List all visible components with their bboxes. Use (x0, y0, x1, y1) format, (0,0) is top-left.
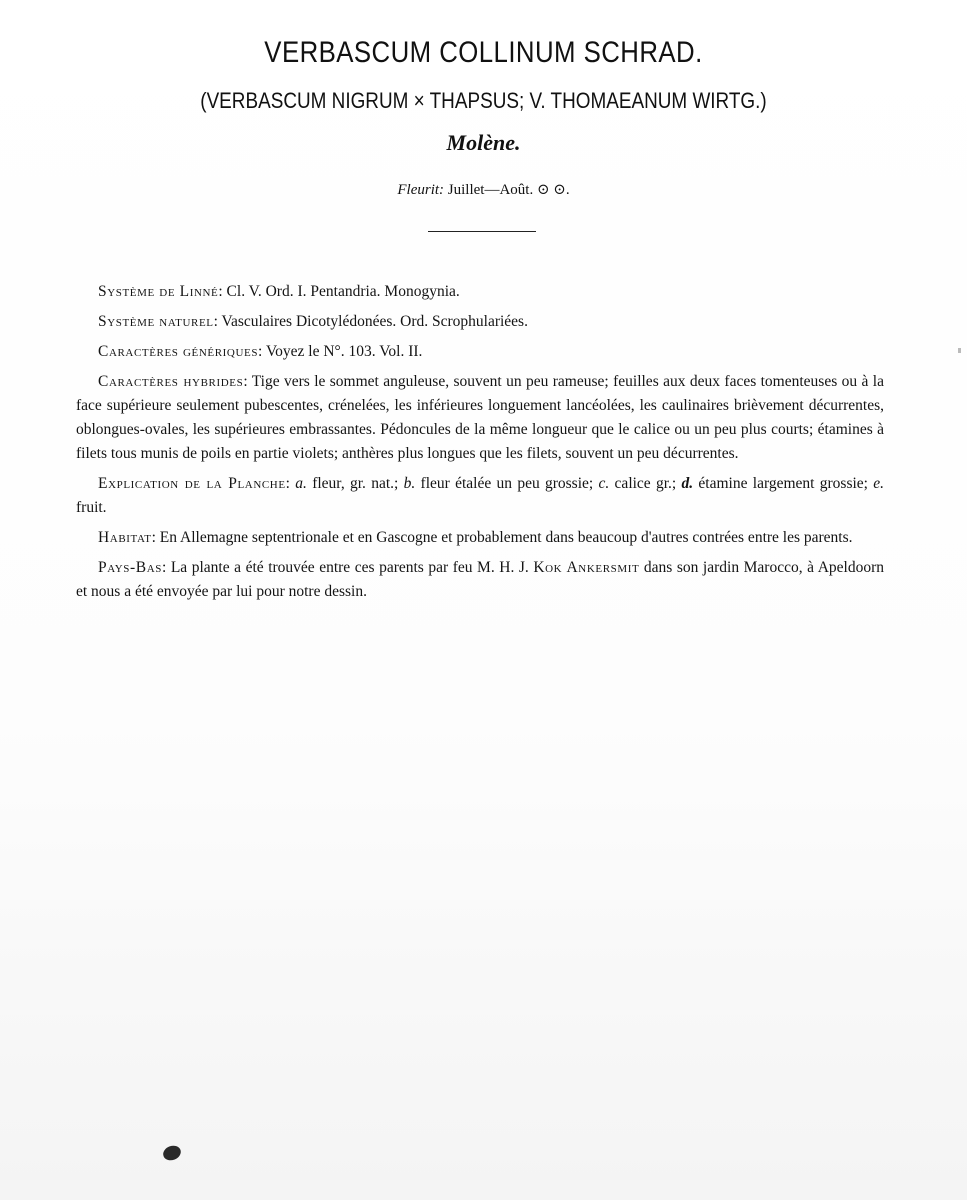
section-text: : La plante a été trouvée entre ces parents par feu M. H. J. (161, 559, 534, 576)
section-planche (76, 472, 884, 520)
figure-letter-b: b. (403, 475, 416, 492)
section-text: dans son jardin Marocco, à Apeldoorn et nous a été envoyée par lui pour notre dessin. (76, 559, 884, 600)
section-label: Système naturel (98, 313, 214, 330)
section-label: Caractères génériques (98, 343, 259, 360)
ink-speck (161, 1143, 183, 1162)
divider-rule (428, 231, 536, 232)
flowering-value: Juillet—Août. ⊙ ⊙. (447, 182, 570, 198)
section-text: : Vasculaires Dicotylédonées. Ord. Scrophulariées. (213, 313, 528, 330)
person-name: Kok Ankersmit (533, 559, 640, 576)
figure-text-d: étamine largement grossie; (693, 475, 874, 492)
figure-letter-e: e. (873, 475, 885, 492)
flowering-line (0, 180, 967, 199)
section-generiques (76, 340, 884, 364)
section-text: : (285, 475, 296, 492)
section-naturel (76, 310, 884, 334)
section-label: Système de Linné (98, 283, 219, 300)
figure-letter-c: c. (598, 475, 610, 492)
section-label: Pays-Bas (98, 559, 162, 576)
figure-text-e: fruit. (76, 499, 107, 516)
section-label: Habitat (98, 529, 152, 546)
section-paysbas (76, 556, 884, 604)
section-text: : Voyez le N°. 103. Vol. II. (258, 343, 423, 360)
section-text: : Cl. V. Ord. I. Pentandria. Monogynia. (218, 283, 460, 300)
species-title: VERBASCUM COLLINUM SCHRAD. (264, 36, 703, 69)
section-label: Explication de la Planche (98, 475, 286, 492)
species-synonyms: (VERBASCUM NIGRUM × THAPSUS; V. THOMAEANUM WIRTG.) (200, 88, 767, 113)
section-text: : En Allemagne septentrionale et en Gascogne et probablement dans beaucoup d'autres contrées entre les parents. (151, 529, 853, 546)
section-text: : Tige vers le sommet anguleuse, souvent un peu rameuse; feuilles aux deux faces tomenteuses ou à la face supérieure seulement pubescentes, crénelées, les inférieures longuement lancéolées, les caulinaires brièvement décurrentes, oblongues-ovales, les supérieures embrassantes. Pédoncules de la même longueur que le calice ou un peu plus courts; étamines à filets tous munis de poils en partie violets; anthères plus longues que les filets, souvent un peu décurrentes. (76, 373, 884, 462)
section-habitat (76, 526, 884, 550)
figure-text-c: calice gr.; (609, 475, 682, 492)
description-body (76, 280, 884, 610)
section-label: Caractères hybrides (98, 373, 244, 390)
figure-text-a: fleur, gr. nat.; (306, 475, 404, 492)
paper-mark (958, 348, 961, 353)
common-name: Molène. (446, 130, 521, 155)
flowering-label: Fleurit: (397, 182, 445, 198)
figure-letter-d: d. (681, 475, 694, 492)
section-linne (76, 280, 884, 304)
figure-text-b: fleur étalée un peu grossie; (415, 475, 599, 492)
figure-letter-a: a. (295, 475, 307, 492)
section-hybrides (76, 370, 884, 466)
